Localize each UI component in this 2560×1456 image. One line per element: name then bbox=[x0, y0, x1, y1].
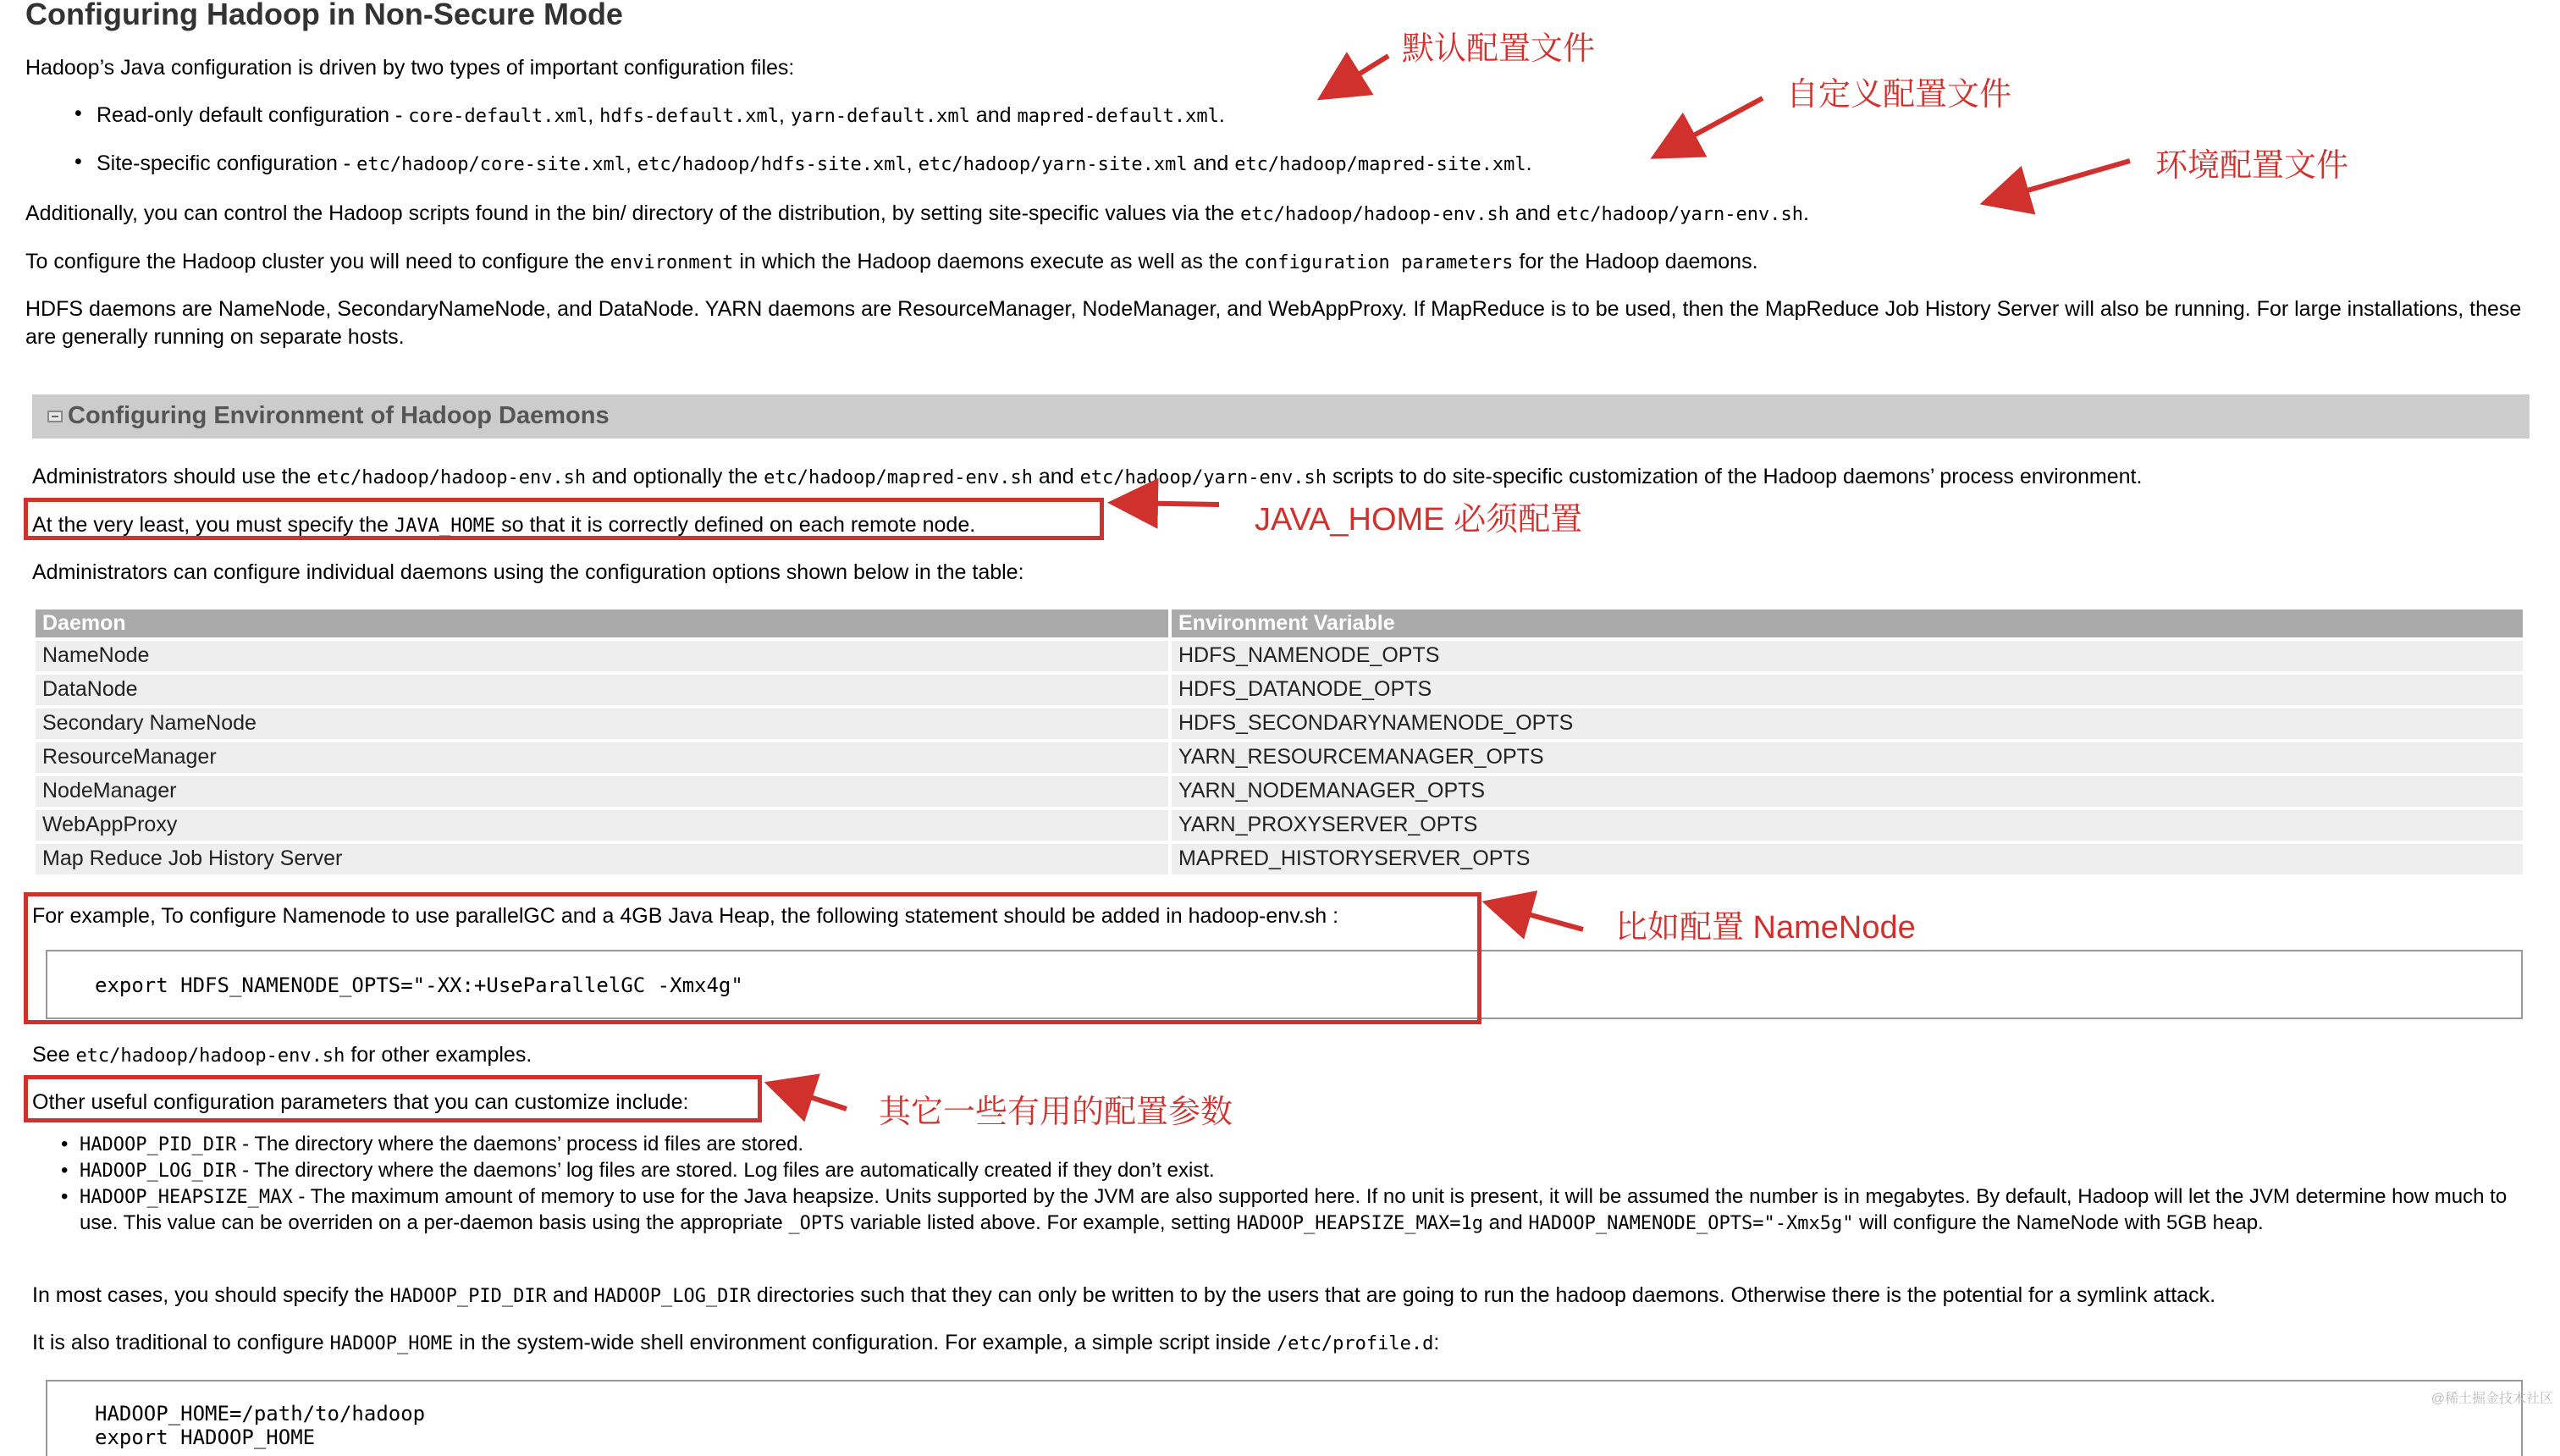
arrow-env-config bbox=[1989, 161, 2130, 201]
env-var-cell: YARN_NODEMANAGER_OPTS bbox=[1172, 776, 2523, 807]
inline-code: _OPTS bbox=[788, 1213, 845, 1234]
inline-code: /etc/profile.d bbox=[1276, 1333, 1434, 1354]
para-text: and optionally the bbox=[586, 465, 764, 488]
inline-code: JAVA_HOME bbox=[394, 516, 496, 537]
para-text: directories such that they can only be written to by the users that are going to run the hadoop daemons. Otherwise there is the potential for a symlink attack. bbox=[750, 1283, 2216, 1307]
section-title: Configuring Environment of Hadoop Daemons bbox=[68, 402, 610, 430]
env-var-cell: MAPRED_HISTORYSERVER_OPTS bbox=[1172, 844, 2523, 874]
para-text: so that it is correctly defined on each remote node. bbox=[495, 513, 976, 537]
annotation-java-home: JAVA_HOME 必须配置 bbox=[1255, 502, 1583, 538]
arrow-default-config bbox=[1326, 56, 1388, 95]
file-name: etc/hadoop/yarn-site.xml bbox=[918, 153, 1188, 175]
annotation-other-params: 其它一些有用的配置参数 bbox=[879, 1095, 1233, 1130]
annotation-custom-config: 自定义配置文件 bbox=[1786, 77, 2012, 113]
inline-code: HADOOP_PID_DIR bbox=[389, 1286, 547, 1307]
inline-code: HADOOP_HOME bbox=[329, 1333, 454, 1354]
option-description: and bbox=[1482, 1211, 1529, 1234]
arrow-other-params bbox=[774, 1085, 847, 1109]
inline-code: HADOOP_HEAPSIZE_MAX bbox=[80, 1187, 293, 1208]
para-text: Administrators should use the bbox=[32, 465, 317, 488]
period: . bbox=[1218, 103, 1225, 127]
separator: , bbox=[625, 151, 637, 175]
option-description: - The directory where the daemons’ process id files are stored. bbox=[236, 1133, 804, 1155]
file-name: hdfs-default.xml bbox=[599, 106, 780, 127]
para-text: In most cases, you should specify the bbox=[32, 1283, 390, 1307]
option-description: - The maximum amount of memory to use for the Java heapsize. Units supported by the JVM are also supported here. If no unit is present, it will be assumed the number is in megabytes. By default, Hadoop will let the JVM determine how much to use. This value can be overriden on a per-daemon basis using the appropriate bbox=[80, 1185, 2508, 1234]
column-header-daemon: Daemon bbox=[36, 609, 1168, 637]
env-var-cell: YARN_RESOURCEMANAGER_OPTS bbox=[1172, 742, 2523, 773]
para-text: in the system-wide shell environment configuration. For example, a simple script inside bbox=[453, 1331, 1277, 1354]
para-text: : bbox=[1433, 1331, 1440, 1354]
conjunction: and bbox=[969, 103, 1018, 127]
code-text: export HDFS_NAMENODE_OPTS="-XX:+UseParallelGC -Xmx4g" bbox=[95, 973, 743, 997]
annotation-namenode-example: 比如配置 NameNode bbox=[1615, 910, 1916, 946]
daemon-cell: NameNode bbox=[36, 641, 1168, 671]
arrow-custom-config bbox=[1659, 98, 1763, 154]
conjunction: and bbox=[1509, 201, 1557, 225]
para-text: scripts to do site-specific customization of the Hadoop daemons’ process environment. bbox=[1326, 465, 2143, 488]
inline-code: HADOOP_PID_DIR bbox=[80, 1134, 237, 1155]
other-params-paragraph: Other useful configuration parameters that you can customize include: bbox=[32, 1090, 689, 1114]
file-name: etc/hadoop/hadoop-env.sh bbox=[75, 1045, 345, 1067]
separator: , bbox=[779, 103, 791, 127]
para-text: in which the Hadoop daemons execute as well as the bbox=[733, 250, 1244, 273]
para-text: At the very least, you must specify the bbox=[32, 513, 394, 537]
column-header-env-var: Environment Variable bbox=[1172, 609, 2523, 637]
conjunction: and bbox=[1187, 151, 1235, 175]
file-name: yarn-default.xml bbox=[790, 106, 970, 127]
annotation-default-config: 默认配置文件 bbox=[1402, 31, 1596, 67]
intro-paragraph: Hadoop’s Java configuration is driven by two types of important configuration files: bbox=[25, 56, 795, 80]
inline-code: HADOOP_LOG_DIR bbox=[593, 1286, 751, 1307]
daemon-cell: ResourceManager bbox=[36, 742, 1168, 773]
file-name: etc/hadoop/core-site.xml bbox=[356, 153, 626, 175]
file-name: etc/hadoop/hadoop-env.sh bbox=[317, 467, 587, 488]
inline-code: HADOOP_HEAPSIZE_MAX=1g bbox=[1236, 1213, 1483, 1234]
env-var-cell: HDFS_SECONDARYNAMENODE_OPTS bbox=[1172, 709, 2523, 739]
file-name: etc/hadoop/mapred-env.sh bbox=[764, 467, 1033, 488]
daemon-cell: WebAppProxy bbox=[36, 810, 1168, 841]
arrow-namenode-example bbox=[1492, 904, 1583, 929]
period: . bbox=[1802, 201, 1809, 225]
para-text: See bbox=[32, 1043, 76, 1067]
code-text: HADOOP_HOME=/path/to/hadoop export HADOOP_HOME bbox=[95, 1402, 426, 1449]
hdfs-daemons-paragraph: HDFS daemons are NameNode, SecondaryNameNode, and DataNode. YARN daemons are ResourceManager, NodeManager, and WebAppProxy. If MapReduce is to be used, then the MapReduce Job History Server will also be running. For large installations, these are generally running on separate hosts. bbox=[25, 297, 2522, 349]
para-text: for the Hadoop daemons. bbox=[1513, 250, 1758, 273]
watermark: @稀土掘金技术社区 bbox=[2430, 1392, 2553, 1407]
file-name: etc/hadoop/hadoop-env.sh bbox=[1240, 204, 1509, 225]
option-description: variable listed above. For example, setting bbox=[844, 1211, 1237, 1234]
option-description: will configure the NameNode with 5GB heap. bbox=[1853, 1211, 2264, 1234]
admins-table-paragraph: Administrators can configure individual daemons using the configuration options shown below in the table: bbox=[32, 560, 1024, 584]
inline-code: configuration parameters bbox=[1244, 252, 1514, 273]
example-paragraph: For example, To configure Namenode to use parallelGC and a 4GB Java Heap, the following statement should be added in hadoop-env.sh : bbox=[32, 904, 1339, 928]
item-lead: Read-only default configuration - bbox=[97, 103, 409, 127]
file-name: mapred-default.xml bbox=[1017, 106, 1219, 127]
file-name: etc/hadoop/yarn-env.sh bbox=[1079, 467, 1327, 488]
conjunction: and bbox=[546, 1283, 594, 1307]
inline-code: environment bbox=[610, 252, 734, 273]
file-name: etc/hadoop/yarn-env.sh bbox=[1556, 204, 1803, 225]
para-text: To configure the Hadoop cluster you will need to configure the bbox=[25, 250, 610, 273]
env-var-cell: HDFS_DATANODE_OPTS bbox=[1172, 675, 2523, 705]
period: . bbox=[1526, 151, 1532, 175]
daemon-cell: Secondary NameNode bbox=[36, 709, 1168, 739]
daemon-cell: Map Reduce Job History Server bbox=[36, 844, 1168, 874]
page-title: Configuring Hadoop in Non-Secure Mode bbox=[25, 0, 623, 31]
file-name: etc/hadoop/hdfs-site.xml bbox=[637, 153, 907, 175]
separator: , bbox=[906, 151, 919, 175]
annotation-env-config: 环境配置文件 bbox=[2155, 148, 2349, 184]
item-lead: Site-specific configuration - bbox=[97, 151, 357, 175]
daemon-cell: DataNode bbox=[36, 675, 1168, 705]
para-text: Additionally, you can control the Hadoop scripts found in the bin/ directory of the distribution, by setting site-specific values via the bbox=[25, 201, 1241, 225]
para-text: for other examples. bbox=[345, 1043, 532, 1067]
env-var-cell: YARN_PROXYSERVER_OPTS bbox=[1172, 810, 2523, 841]
arrow-java-home bbox=[1117, 503, 1219, 505]
option-description: - The directory where the daemons’ log files are stored. Log files are automatically created if they don’t exist. bbox=[236, 1159, 1215, 1182]
separator: , bbox=[588, 103, 600, 127]
inline-code: HADOOP_NAMENODE_OPTS="-Xmx5g" bbox=[1528, 1213, 1854, 1234]
file-name: core-default.xml bbox=[408, 106, 588, 127]
file-name: etc/hadoop/mapred-site.xml bbox=[1234, 153, 1526, 175]
inline-code: HADOOP_LOG_DIR bbox=[80, 1161, 237, 1182]
env-var-cell: HDFS_NAMENODE_OPTS bbox=[1172, 641, 2523, 671]
para-text: It is also traditional to configure bbox=[32, 1331, 330, 1354]
para-text: and bbox=[1032, 465, 1080, 488]
daemon-cell: NodeManager bbox=[36, 776, 1168, 807]
